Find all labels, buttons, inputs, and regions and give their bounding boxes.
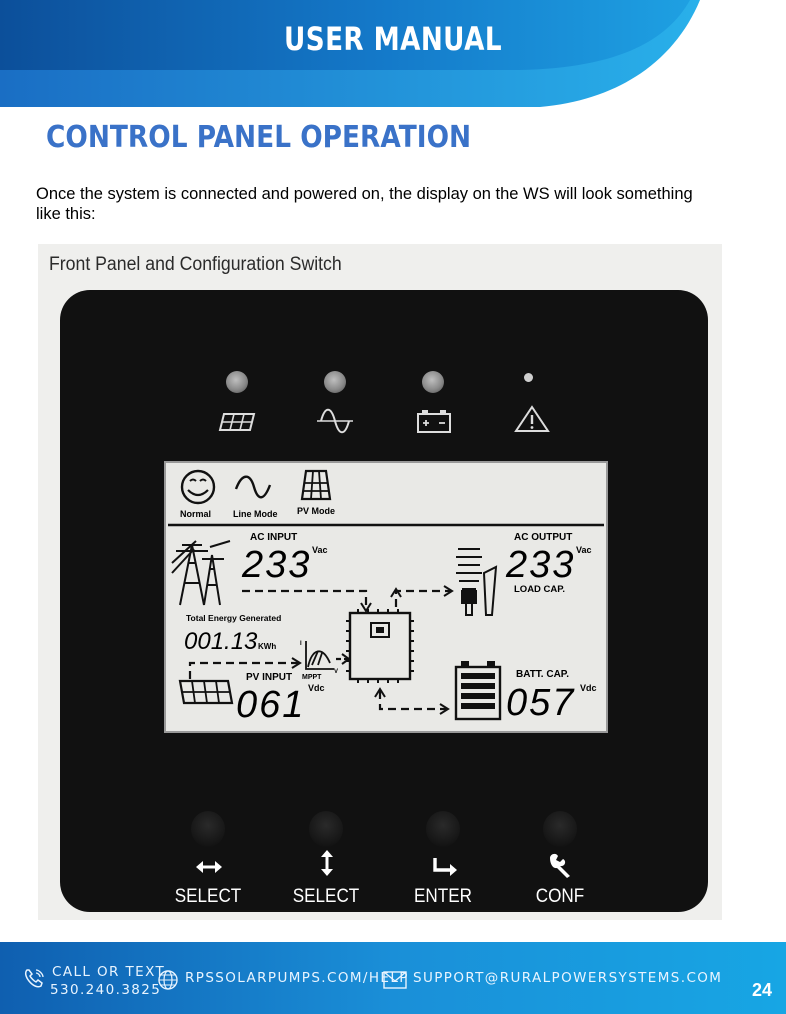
battery-arrow-heads xyxy=(375,689,448,714)
header-title: USER MANUAL xyxy=(284,20,502,58)
output-flow-arrow xyxy=(396,591,450,607)
front-panel-photo xyxy=(38,244,722,920)
lcd-battery-icon xyxy=(456,661,500,719)
battery-flow-arrow xyxy=(380,691,446,709)
pv-input-unit: Vdc xyxy=(308,683,325,693)
inverter-icon xyxy=(346,609,414,683)
header-banner xyxy=(0,0,786,110)
fault-led xyxy=(524,373,533,382)
lcd-solar-panel-icon xyxy=(180,681,232,703)
pv-input-value: 061 xyxy=(236,684,306,726)
select-up-down-label: SELECT xyxy=(292,886,360,907)
load-bar-icon xyxy=(484,567,496,615)
ac-output-unit: Vac xyxy=(576,545,592,555)
select-left-right-label: SELECT xyxy=(174,886,242,907)
warning-icon xyxy=(512,404,552,434)
mppt-axis-i: I xyxy=(300,641,302,647)
globe-icon xyxy=(157,969,179,991)
intro-paragraph: Once the system is connected and powered on, the display on the WS will look something like this: xyxy=(36,185,693,223)
enter-button[interactable] xyxy=(426,811,460,847)
battery-icon xyxy=(414,406,454,436)
wrench-icon xyxy=(546,852,576,878)
grid-tower-icon xyxy=(172,541,230,605)
ac-output-label: AC OUTPUT xyxy=(514,532,573,543)
ac-input-label: AC INPUT xyxy=(250,532,298,543)
status-pv-mode-label: PV Mode xyxy=(297,506,336,516)
mppt-axis-v: V xyxy=(334,669,339,675)
phone-number[interactable]: 530.240.3825 xyxy=(50,982,162,998)
ac-output-value: 233 xyxy=(506,544,576,586)
conf-button[interactable] xyxy=(543,811,577,847)
select-up-down-button[interactable] xyxy=(309,811,343,847)
lcd-display xyxy=(164,461,608,733)
ac-input-unit: Vac xyxy=(312,545,328,555)
energy-value: 001.13 xyxy=(184,628,258,655)
select-left-right-button[interactable] xyxy=(191,811,225,847)
battery-led xyxy=(422,371,444,393)
batt-cap-label: BATT. CAP. xyxy=(516,669,569,680)
email-icon xyxy=(383,970,407,990)
front-panel xyxy=(60,290,708,912)
status-line-mode-label: Line Mode xyxy=(233,509,278,519)
status-normal-label: Normal xyxy=(180,509,212,519)
energy-unit: KWh xyxy=(258,642,277,651)
enter-label: ENTER xyxy=(414,886,472,907)
batt-cap-value: 057 xyxy=(506,682,576,724)
pv-mode-icon xyxy=(302,471,330,499)
footer-bar xyxy=(0,942,786,1014)
solar-led xyxy=(226,371,248,393)
left-right-arrow-icon xyxy=(194,854,224,880)
phone-icon xyxy=(22,967,46,991)
ac-input-value: 233 xyxy=(242,544,312,586)
enter-arrow-icon xyxy=(429,854,459,880)
light-bulb-icon xyxy=(456,549,482,615)
mppt-label: MPPT xyxy=(302,674,322,681)
pv-input-label: PV INPUT xyxy=(246,672,293,683)
conf-label: CONF xyxy=(535,886,585,907)
section-title: CONTROL PANEL OPERATION xyxy=(46,120,472,155)
solar-panel-icon xyxy=(218,406,258,436)
website-link[interactable]: RPSSOLARPUMPS.COM/HELP xyxy=(185,970,409,986)
email-link[interactable]: SUPPORT@RURALPOWERSYSTEMS.COM xyxy=(413,970,723,986)
line-mode-icon xyxy=(236,477,270,498)
smiley-icon xyxy=(182,471,214,503)
call-label: CALL OR TEXT xyxy=(52,964,166,980)
line-led xyxy=(324,371,346,393)
sine-wave-icon xyxy=(315,406,355,436)
batt-cap-unit: Vdc xyxy=(580,683,597,693)
grid-flow-arrow xyxy=(242,591,366,609)
mppt-icon xyxy=(306,641,334,669)
page-number: 24 xyxy=(751,980,772,1000)
load-cap-label: LOAD CAP. xyxy=(514,584,566,595)
figure-caption: Front Panel and Configuration Switch xyxy=(49,254,342,275)
up-down-arrow-icon xyxy=(312,850,342,876)
energy-label: Total Energy Generated xyxy=(186,613,282,623)
